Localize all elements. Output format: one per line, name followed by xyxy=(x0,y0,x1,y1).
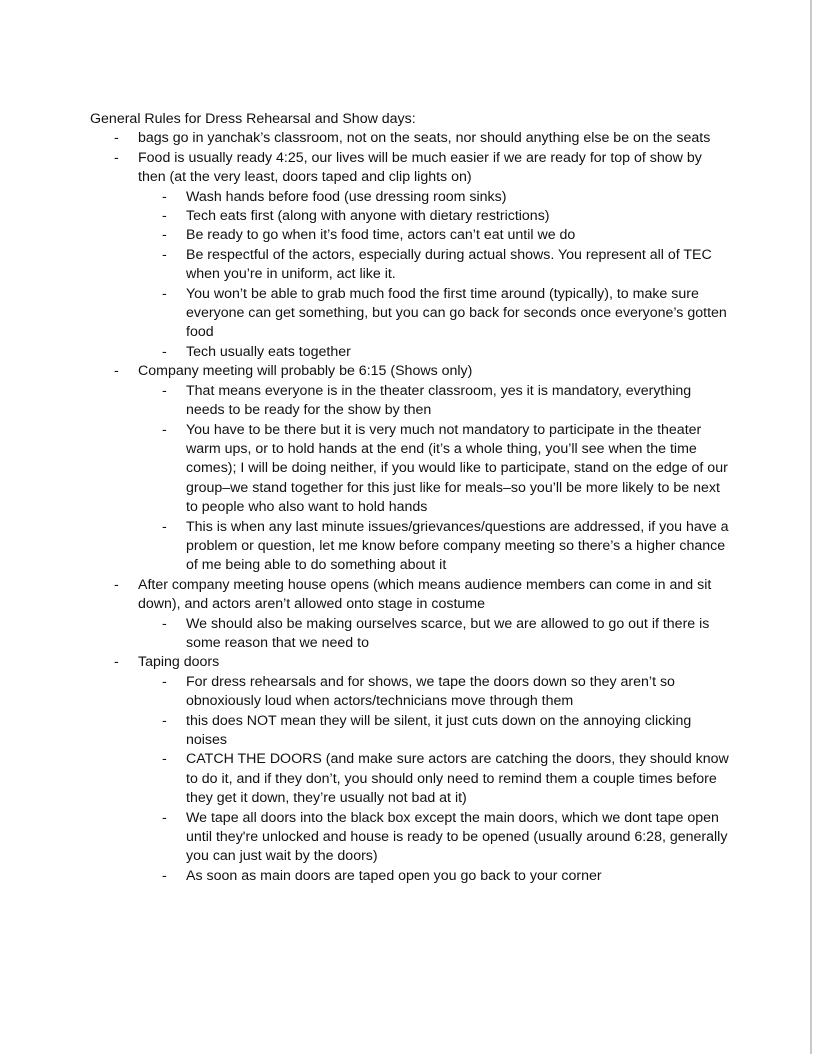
sub-rule-text: You won’t be able to grab much food the first time around (typically), to make sure everyone can get something, but you can go back for seconds once everyone’s gotten food xyxy=(186,285,727,341)
sub-rule-text: You have to be there but it is very much not mandatory to participate in the theater warm ups, or to hold hands at the end (it’s a whole thing, you’ll see when the time comes); I will be doing neither, if you would like to participate, stand on the edge of our group–we stand together for this just like for meals–so you’ll be more likely to be next to people who also want to hold hands xyxy=(186,421,728,516)
list-dash-marker: - xyxy=(114,149,119,166)
rule-item xyxy=(90,149,730,362)
sub-rule-text: CATCH THE DOORS (and make sure actors are catching the doors, they should know to do it, and if they don’t, you should only need to remind them a couple times before they get it down, they’re usually not bad at it) xyxy=(186,751,729,807)
document-body xyxy=(90,110,730,886)
document-title: General Rules for Dress Rehearsal and Show days: xyxy=(90,111,416,127)
sub-rule-text: Tech usually eats together xyxy=(186,343,351,360)
list-dash-marker: - xyxy=(162,421,167,438)
rule-text: Company meeting will probably be 6:15 (Shows only) xyxy=(138,363,473,380)
sub-rule-item xyxy=(138,246,730,285)
rule-item xyxy=(90,653,730,886)
rules-list xyxy=(90,129,730,886)
list-dash-marker: - xyxy=(162,227,167,244)
list-dash-marker: - xyxy=(114,654,119,671)
sub-rule-text: This is when any last minute issues/grievances/questions are addressed, if you have a problem or question, let me know before company meeting so there’s a higher chance of me being able to do something about it xyxy=(186,518,729,574)
sub-rule-text: Be ready to go when it’s food time, actors can’t eat until we do xyxy=(186,227,576,244)
list-dash-marker: - xyxy=(162,867,167,884)
sub-rule-item xyxy=(138,285,730,343)
list-dash-marker: - xyxy=(162,518,167,535)
list-dash-marker: - xyxy=(162,712,167,729)
sub-rule-item xyxy=(138,226,730,245)
sub-rule-item xyxy=(138,867,730,886)
sub-rule-list xyxy=(138,188,730,363)
sub-rule-item xyxy=(138,750,730,808)
list-dash-marker: - xyxy=(162,809,167,826)
rule-text: Food is usually ready 4:25, our lives will be much easier if we are ready for top of show by then (at the very least, doors taped and clip lights on) xyxy=(138,149,702,186)
sub-rule-item xyxy=(138,343,730,362)
sub-rule-text: Wash hands before food (use dressing room sinks) xyxy=(186,188,507,205)
sub-rule-item xyxy=(138,421,730,518)
rule-item xyxy=(90,576,730,654)
sub-rule-item xyxy=(138,673,730,712)
list-dash-marker: - xyxy=(162,285,167,302)
sub-rule-text: That means everyone is in the theater classroom, yes it is mandatory, everything needs to be ready for the show by then xyxy=(186,382,692,419)
list-dash-marker: - xyxy=(162,751,167,768)
sub-rule-item xyxy=(138,518,730,576)
page-edge-divider xyxy=(810,0,812,1054)
sub-rule-list xyxy=(138,673,730,886)
list-dash-marker: - xyxy=(162,343,167,360)
sub-rule-item xyxy=(138,809,730,867)
list-dash-marker: - xyxy=(114,363,119,380)
sub-rule-list xyxy=(138,382,730,576)
list-dash-marker: - xyxy=(162,188,167,205)
rule-text: After company meeting house opens (which means audience members can come in and sit down), and actors aren’t allowed onto stage in costume xyxy=(138,576,712,613)
sub-rule-text: Tech eats first (along with anyone with dietary restrictions) xyxy=(186,208,550,225)
sub-rule-text: Be respectful of the actors, especially during actual shows. You represent all of TEC when you’re in uniform, act like it. xyxy=(186,246,712,283)
list-dash-marker: - xyxy=(114,130,119,147)
sub-rule-text: As soon as main doors are taped open you go back to your corner xyxy=(186,867,602,884)
sub-rule-item xyxy=(138,615,730,654)
rule-item xyxy=(90,129,730,148)
sub-rule-list xyxy=(138,615,730,654)
sub-rule-text: For dress rehearsals and for shows, we tape the doors down so they aren’t so obnoxiously loud when actors/technicians move through them xyxy=(186,673,675,710)
rule-text: bags go in yanchak’s classroom, not on the seats, nor should anything else be on the seats xyxy=(138,130,711,147)
list-dash-marker: - xyxy=(162,673,167,690)
sub-rule-text: this does NOT mean they will be silent, it just cuts down on the annoying clicking noises xyxy=(186,712,692,748)
list-dash-marker: - xyxy=(162,382,167,399)
list-dash-marker: - xyxy=(162,615,167,632)
sub-rule-item xyxy=(138,188,730,207)
sub-rule-item xyxy=(138,207,730,226)
list-dash-marker: - xyxy=(162,246,167,263)
list-dash-marker: - xyxy=(114,576,119,593)
sub-rule-text: We tape all doors into the black box except the main doors, which we dont tape open until they're unlocked and house is ready to be opened (usually around 6:28, generally you can just wait by the doors) xyxy=(186,809,728,865)
rule-text: Taping doors xyxy=(138,654,220,671)
rule-item xyxy=(90,362,730,575)
list-dash-marker: - xyxy=(162,208,167,225)
sub-rule-item xyxy=(138,382,730,421)
sub-rule-item xyxy=(138,712,730,751)
sub-rule-text: We should also be making ourselves scarce, but we are allowed to go out if there is some reason that we need to xyxy=(186,615,710,651)
